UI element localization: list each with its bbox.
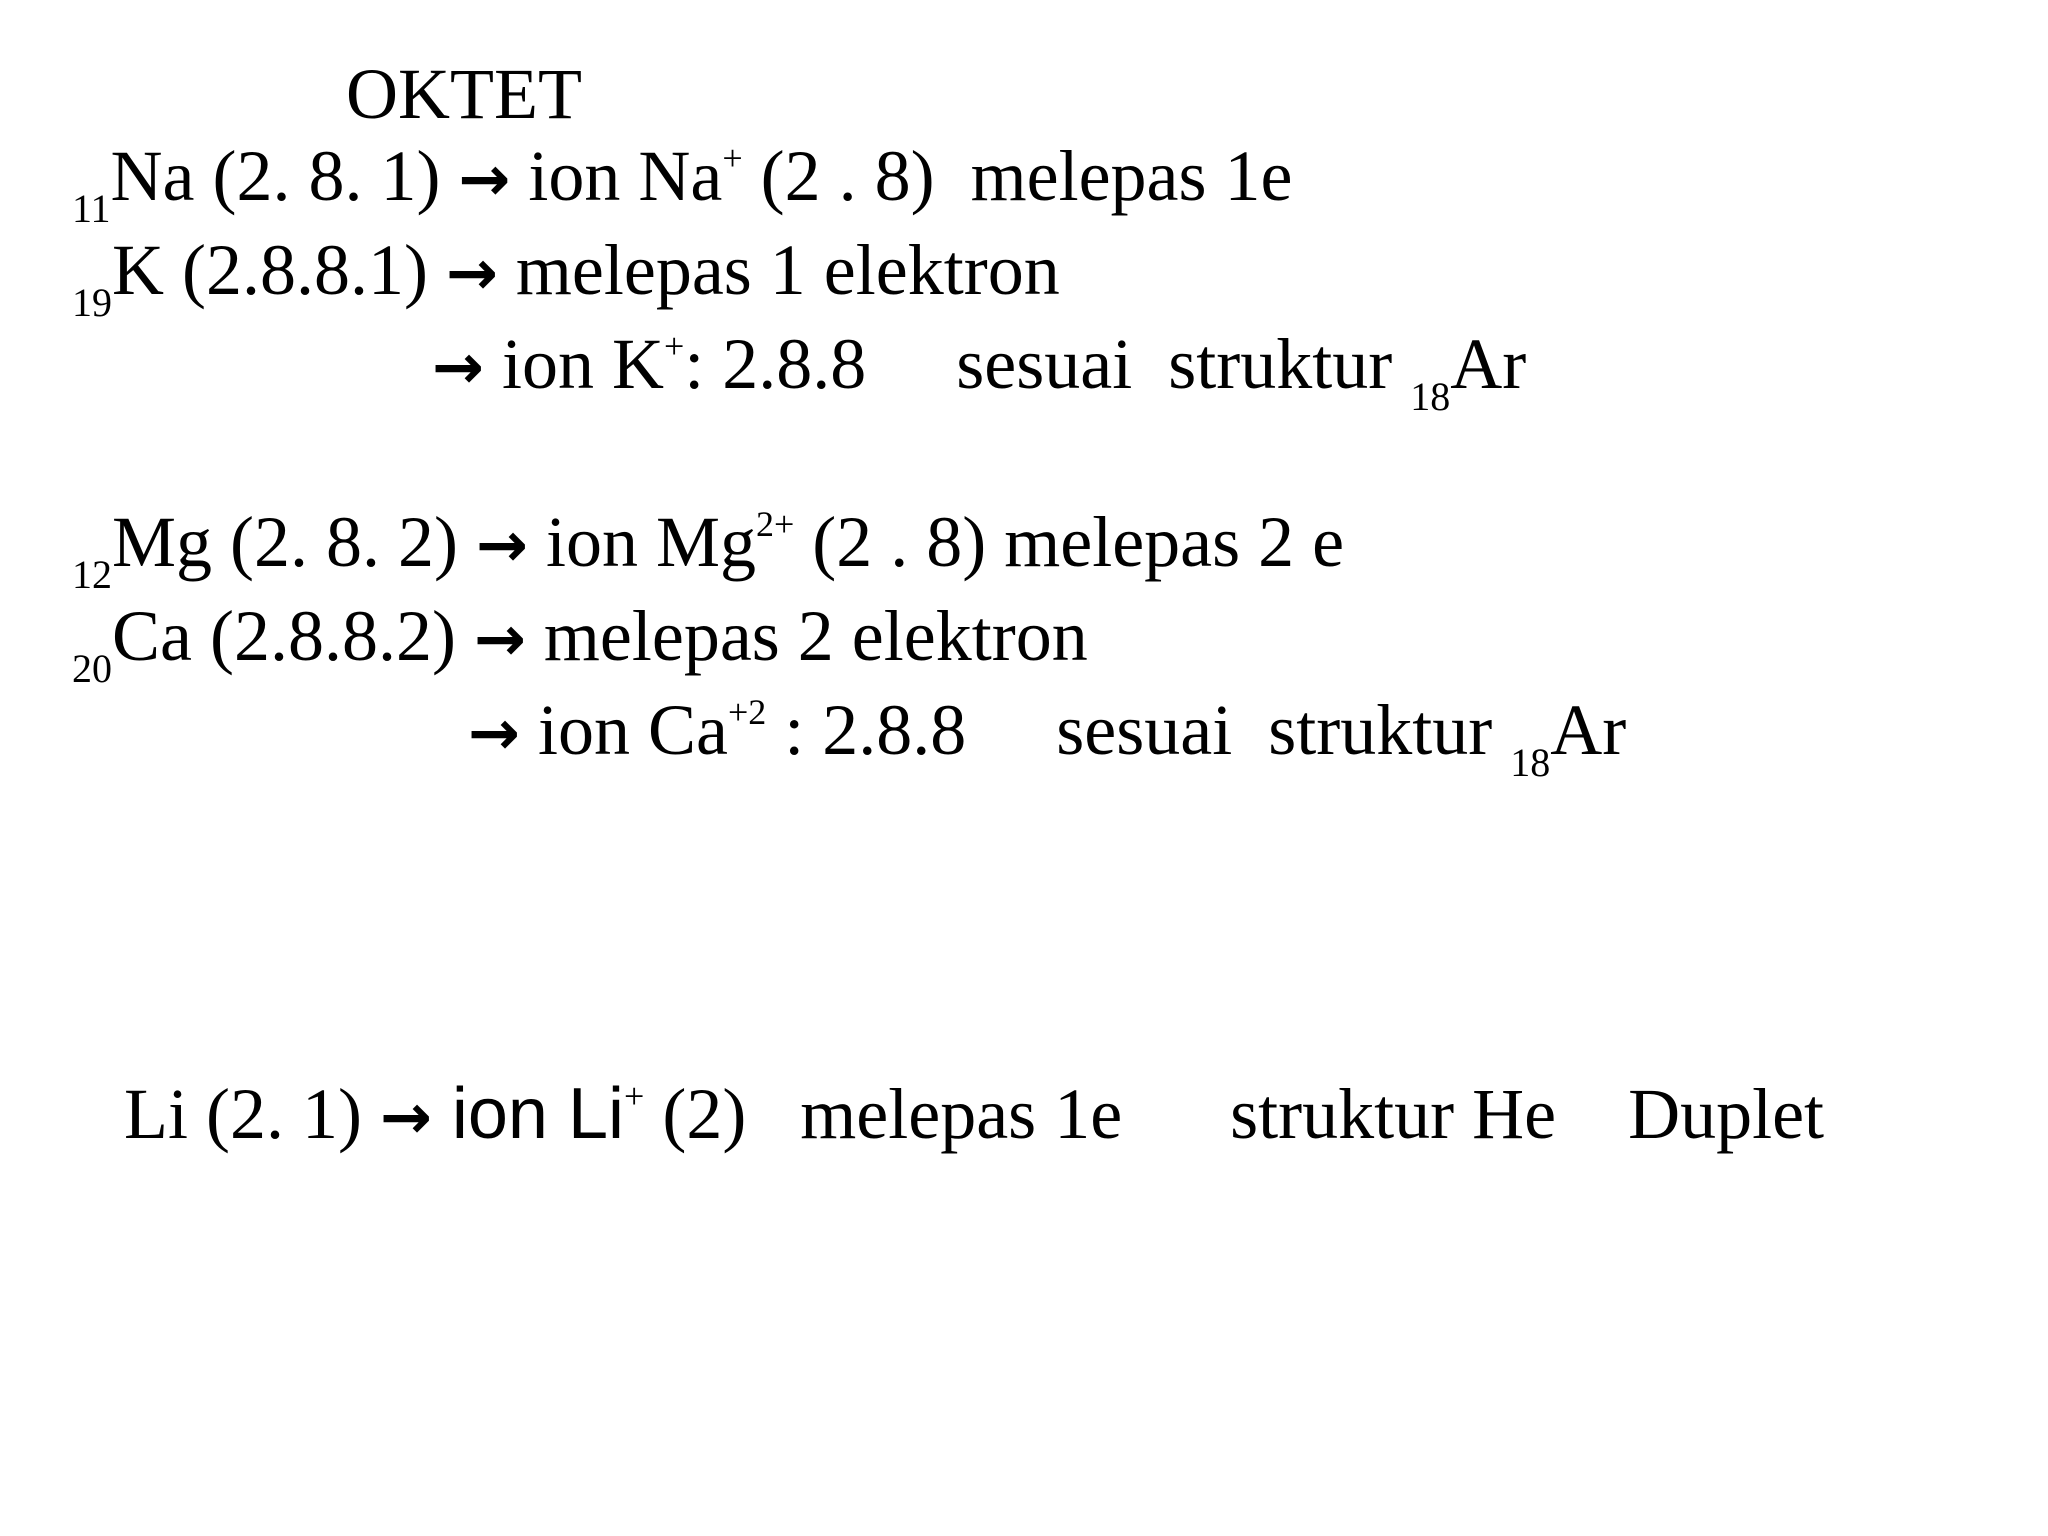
ion-config: (2 . 8) melepas 1e: [742, 136, 1293, 216]
element-symbol: Ca: [112, 596, 192, 676]
row-calcium-ion: [468, 690, 1627, 785]
ion-config: : 2.8.8 sesuai struktur: [766, 690, 1511, 770]
ion-label: ion Li: [431, 1074, 625, 1154]
element-symbol: Na: [110, 136, 195, 216]
arrow-icon: →: [458, 142, 511, 215]
atomic-number: 12: [72, 552, 112, 597]
electron-config: (2. 8. 1): [194, 136, 459, 216]
row-lithium: [124, 1074, 1825, 1154]
electron-config: (2. 8. 2): [212, 502, 476, 582]
ion-charge: +2: [727, 692, 767, 732]
atomic-number: 18: [1410, 374, 1451, 419]
ion-charge: +: [722, 138, 743, 178]
electron-config: (2.8.8.1): [164, 230, 446, 310]
atomic-number: 20: [72, 646, 112, 691]
element-symbol: K: [112, 230, 164, 310]
arrow-icon: →: [445, 236, 498, 309]
element-symbol: Ar: [1450, 324, 1527, 404]
atomic-number: 19: [72, 280, 112, 325]
ion-charge: +: [663, 326, 685, 366]
row-calcium: [72, 596, 1088, 691]
atomic-number: 11: [72, 186, 111, 231]
arrow-icon: →: [475, 508, 528, 581]
atomic-number: 18: [1510, 740, 1551, 785]
ion-config: (2 . 8) melepas 2 e: [794, 502, 1345, 582]
description: (2) melepas 1e struktur He Duplet: [644, 1074, 1825, 1154]
ion-label: ion Na: [510, 136, 723, 216]
page-title: OKTET: [346, 54, 582, 134]
element-symbol: Ar: [1550, 690, 1627, 770]
row-potassium-ion: [432, 324, 1527, 419]
arrow-icon: →: [468, 696, 520, 769]
arrow-icon: →: [432, 330, 484, 403]
description: melepas 2 elektron: [525, 596, 1088, 676]
ion-charge: 2+: [755, 504, 795, 544]
description: melepas 1 elektron: [497, 230, 1060, 310]
electron-config: (2.8.8.2): [191, 596, 474, 676]
row-potassium: [72, 230, 1060, 325]
ion-charge: +: [624, 1076, 645, 1116]
arrow-icon: →: [379, 1080, 432, 1153]
element-symbol: Mg: [112, 502, 213, 582]
element-config: Li (2. 1): [124, 1074, 380, 1154]
arrow-icon: →: [473, 602, 526, 675]
ion-label: ion Mg: [527, 502, 756, 582]
ion-label: ion K: [483, 324, 664, 404]
row-magnesium: [72, 502, 1345, 597]
row-sodium: [72, 136, 1293, 231]
ion-label: ion Ca: [519, 690, 728, 770]
ion-config: : 2.8.8 sesuai struktur: [684, 324, 1411, 404]
